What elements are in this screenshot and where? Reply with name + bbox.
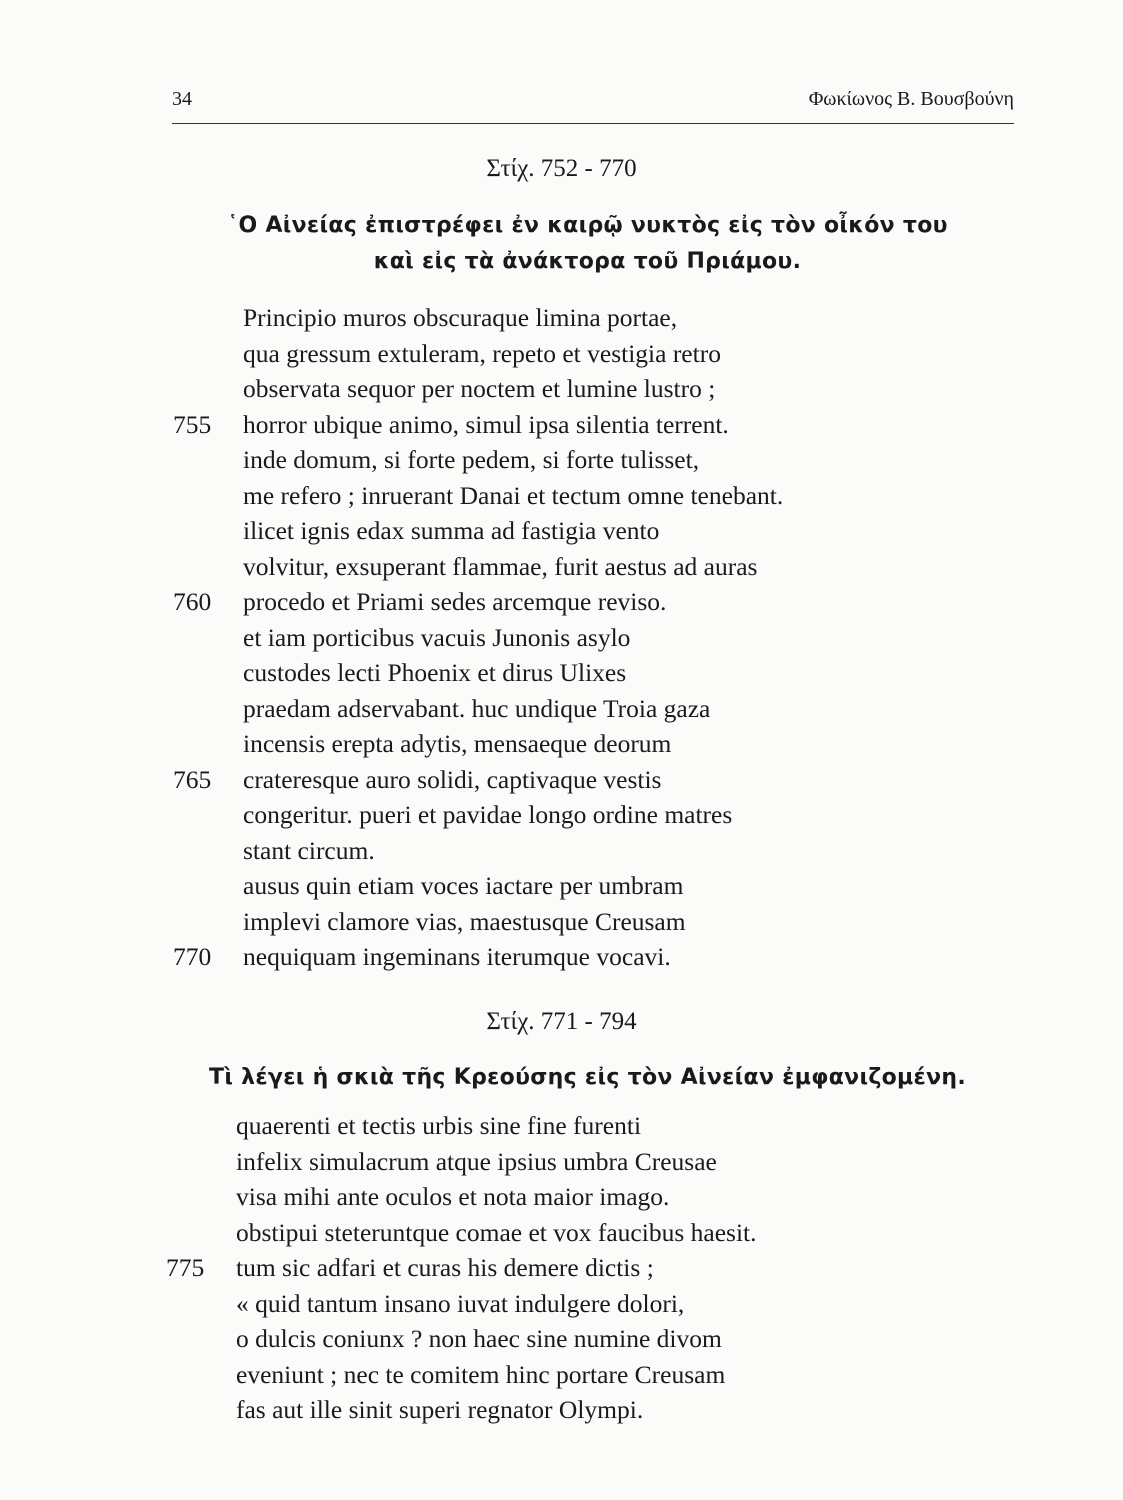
verse-line [173, 407, 783, 443]
verse-line [243, 833, 783, 869]
heading-line: Τὶ λέγει ἡ σκιὰ τῆς Κρεούσης εἰς τὸν Αἰνείαν ἐμφανιζομένη. [209, 1065, 966, 1090]
verse-text: o dulcis coniunx ? non haec sine numine divom [236, 1324, 722, 1353]
verse-text: me refero ; inruerant Danai et tectum omne tenebant. [243, 480, 784, 510]
verse-text: procedo et Priami sedes arcemque reviso. [243, 587, 667, 616]
verse-line [243, 691, 783, 727]
page-header [172, 88, 1014, 118]
verse-text: obstipui steteruntque comae et vox faucibus haesit. [236, 1217, 757, 1247]
verse-block [173, 300, 784, 975]
verse-block [166, 1108, 757, 1428]
verse-line [236, 1144, 756, 1180]
verse-text: implevi clamore vias, maestusque Creusam [243, 906, 686, 936]
verse-line [243, 371, 783, 407]
verse-text: incensis erepta adytis, mensaeque deorum [243, 729, 672, 758]
verse-line [243, 442, 783, 478]
verse-text: eveniunt ; nec te comitem hinc portare Creusam [236, 1359, 726, 1389]
verse-text: tum sic adfari et curas his demere dictis ; [236, 1253, 654, 1282]
verse-text: fas aut ille sinit superi regnator Olympi. [236, 1395, 644, 1424]
verse-text: Principio muros obscuraque limina portae, [243, 303, 678, 332]
section-heading [160, 1060, 1015, 1096]
verse-text: crateresque auro solidi, captivaque vestis [243, 764, 662, 794]
verse-line [236, 1392, 756, 1428]
section-heading [160, 208, 1015, 280]
verse-text: quaerenti et tectis urbis sine fine furenti [236, 1111, 642, 1140]
verse-text: nequiquam ingeminans iterumque vocavi. [243, 942, 671, 971]
verse-text: stant circum. [243, 835, 375, 865]
section-reference: Στίχ. 771 - 794 [486, 1008, 637, 1035]
verse-text: qua gressum extuleram, repeto et vestigia retro [243, 338, 721, 368]
verse-line [243, 797, 783, 833]
line-number: 770 [173, 942, 212, 971]
verse-line [243, 726, 783, 762]
line-number: 755 [173, 409, 212, 439]
verse-text: praedam adservabant. huc undique Troia gaza [243, 693, 711, 723]
verse-line [166, 1250, 756, 1286]
section-reference: Στίχ. 752 - 770 [486, 155, 637, 182]
verse-line [173, 584, 783, 620]
verse-line [243, 336, 783, 372]
verse-line [243, 620, 783, 656]
verse-line [243, 904, 783, 940]
verse-line [243, 868, 783, 904]
verse-line [236, 1179, 756, 1215]
verse-text: visa mihi ante oculos et nota maior imago. [236, 1182, 670, 1211]
verse-line [243, 655, 783, 691]
page-number: 34 [172, 88, 192, 110]
verse-text: « quid tantum insano iuvat indulgere dolori, [236, 1288, 685, 1318]
verse-text: inde domum, si forte pedem, si forte tulisset, [243, 445, 700, 474]
verse-text: custodes lecti Phoenix et dirus Ulixes [243, 658, 627, 687]
verse-line [236, 1286, 756, 1322]
verse-line [236, 1321, 756, 1357]
verse-line [243, 513, 783, 549]
verse-line [236, 1108, 756, 1144]
verse-line [173, 762, 783, 798]
heading-line: καὶ εἰς τὰ ἀνάκτορα τοῦ Πριάμου. [373, 249, 802, 274]
heading-line: ῾Ο Αἰνείας ἐπιστρέφει ἐν καιρῷ νυκτὸς εἰς τὸν οἶκόν του [227, 213, 948, 238]
verse-line [236, 1357, 756, 1393]
line-number: 765 [173, 764, 212, 794]
verse-text: ausus quin etiam voces iactare per umbram [243, 871, 684, 900]
verse-text: horror ubique animo, simul ipsa silentia terrent. [243, 409, 729, 439]
verse-line [243, 478, 783, 514]
line-number: 760 [173, 587, 212, 616]
verse-text: volvitur, exsuperant flammae, furit aestus ad auras [243, 551, 758, 581]
verse-text: observata sequor per noctem et lumine lustro ; [243, 374, 716, 403]
verse-line [243, 300, 783, 336]
line-number: 775 [166, 1253, 205, 1282]
verse-text: infelix simulacrum atque ipsius umbra Creusae [236, 1146, 717, 1176]
running-title: Φωκίωνος Β. Βουσβούνη [808, 88, 1014, 110]
verse-line [236, 1215, 756, 1251]
verse-line [243, 549, 783, 585]
verse-text: et iam porticibus vacuis Junonis asylo [243, 622, 631, 652]
verse-line [173, 939, 783, 975]
verse-text: congeritur. pueri et pavidae longo ordine matres [243, 800, 733, 829]
header-rule [172, 123, 1014, 124]
verse-text: ilicet ignis edax summa ad fastigia vento [243, 516, 660, 545]
